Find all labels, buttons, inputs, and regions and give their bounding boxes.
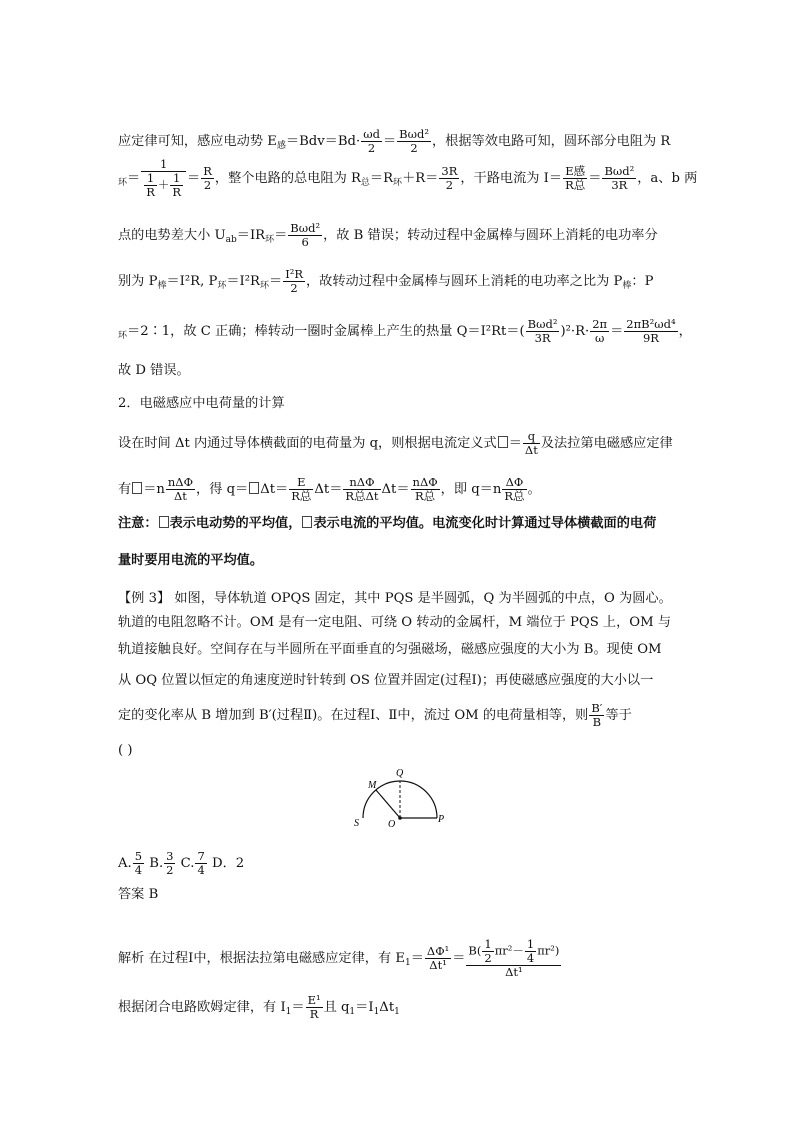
denominator: 3R [534,331,551,345]
fraction-harmonic [141,158,186,199]
numerator: q [523,430,540,444]
text: πr²－ [494,943,524,958]
frac-quarter [525,938,536,965]
fraction [195,850,206,877]
fraction-dphi-dt [166,476,195,503]
text: )²·R· [560,324,590,339]
denominator: ω [594,331,605,345]
fraction-e1-expr [466,938,561,979]
text: 从 OQ 位置以恒定的角速度逆时针转到 OS 位置并固定(过程Ⅰ)；再使磁感应强度的大小以一 [118,673,654,688]
sub: 环 [217,281,227,291]
option-a[interactable] [118,849,145,877]
line-2: $_环$＝ 1 $\frac{1}{R}$ ＋ $\frac{1}{R}$ ＝ $\frac{R}{2}$ ，整个电路的总电阻为 $R_总=R_环+R=$ $\frac{3R}{2}$ ，干路电流为 I＝ $\frac{\text{E感}}{\text{R总}}$ ＝ $\frac{\text{Bωd²}}{3R}$ ，a、b 两 [118,157,698,199]
fraction-ndphi-r [411,476,440,503]
answer [118,886,158,904]
numerator: B′ [591,701,603,715]
text: 解析 在过程Ⅰ中，根据法拉第电磁感应定律，有 E [118,951,405,966]
numerator: Bωd² [290,221,321,235]
line-6 [118,362,190,380]
sub: 环 [265,235,275,245]
sub: 环 [393,178,403,188]
option-d[interactable]: D．2 [212,856,245,871]
text: ＝I²R, P [166,274,218,289]
text: ＝IR [236,228,266,243]
text: πr²) [537,943,560,958]
denominator: 4 [197,863,205,877]
center-o [398,816,402,820]
text: ＝I [355,1000,374,1015]
fraction-ndphi-rdt [343,476,380,503]
label-o: O [388,819,396,828]
example-line-5 [118,702,632,729]
text: 及法拉第电磁感应定律 [540,436,673,451]
text: 根据闭合电路欧姆定律，有 I [118,1000,286,1015]
text: ，a、b 两 [637,171,698,186]
section-heading [118,395,285,413]
text: ，故 B 错误；转动过程中金属棒与圆环上消耗的电功率分 [323,228,658,243]
denominator: B [592,715,602,729]
line-8: 设在时间 Δt 内通过导体横截面的电荷量为 q，则根据电流定义式 ＝ $\frac{q}{\Delta t}$ 及法拉第电磁感应定律 [118,429,673,457]
numerator: 7 [197,849,205,863]
text: ＝Bdv＝Bd· [285,134,361,149]
text: 且 q [323,1000,350,1015]
fraction-e-rzong [563,165,587,192]
option-b[interactable] [149,849,176,877]
text: ：P [631,274,654,289]
text: 表示电动势的平均值， [169,516,302,531]
numerator: 1 [144,172,157,186]
example-line-1 [118,590,672,608]
numerator: I²R [285,267,303,281]
option-c[interactable] [180,849,208,877]
fraction-e-r [289,476,313,503]
label-m: M [368,780,377,791]
sub: 棒 [157,281,167,291]
fraction-i2r-2 [283,268,305,295]
semicircle-figure [350,764,450,828]
text: ＝R [369,171,394,186]
denominator: 6 [301,235,309,249]
text: ，根据等效电路可知，圆环部分电阻为 R [431,134,671,149]
example-line-4 [118,672,653,690]
text: ＋R＝ [402,171,439,186]
sub: 棒 [622,281,632,291]
fraction-2pi-w [590,318,609,345]
text: 表示电流的平均值。电流变化时计算通过导体横截面的电荷 [313,516,657,531]
numerator: 3 [166,849,174,863]
numerator: 1 [526,937,535,951]
text: ＝I²R [226,274,260,289]
fraction [164,850,175,877]
fraction-bwd2-2 [397,128,431,155]
numerator: 5 [134,849,143,863]
sub: 1 [285,1007,292,1017]
denominator: R总 [291,489,312,503]
fraction-r-2 [201,165,214,192]
text: 设在时间 Δt 内通过导体横截面的电荷量为 q，则根据电流定义式 [118,436,497,451]
denominator: R [309,1007,319,1021]
denominator: 3R [611,178,628,192]
sub: ab [225,235,237,245]
line-4: 别为 $P_棒=I^2R$, $P_环=I^2R_环=$ $\frac{\text{I²R}}{2}$ ，故转动过程中金属棒与圆环上消耗的电功率之比为 $P_棒$：P [118,267,654,295]
analysis-line-2 [118,994,400,1021]
frac-b [170,172,183,199]
note [118,515,656,533]
answer-bracket [118,742,132,760]
text: Δt＝ [314,482,343,497]
text: ，得 q＝ [196,482,249,497]
numerator: ΔΦ [502,476,526,490]
denominator: 4 [134,863,143,877]
fraction-bprime-b [589,702,604,729]
sub: 感 [276,141,286,151]
fraction-wd-2 [361,128,382,155]
options [118,850,244,877]
text: ＝2∶1，故 C 正确；棒转动一圈时金属棒上产生的热量 Q＝I²Rt＝( [127,324,525,339]
text: 点的电势差大小 U [118,228,226,243]
sub: 环 [118,331,128,341]
text: 故 D 错误。 [118,363,190,378]
numerator: 3R [441,164,458,178]
text: ＝ [291,1000,305,1015]
example-line-3 [118,641,662,659]
rod-om [376,790,400,818]
label-p: P [438,814,445,825]
text: ，故转动过程中金属棒与圆环上消耗的电功率之比为 P [306,274,623,289]
label-q: Q [396,768,404,779]
denominator: R总 [565,178,586,192]
fraction-3r-2 [439,165,459,192]
text: 2．电磁感应中电荷量的计算 [118,396,285,411]
numerator: nΔΦ [412,475,438,489]
denominator: 2 [484,951,492,965]
placeholder-glyph [132,482,142,494]
denominator: 2 [367,141,376,155]
line-5: $_环$＝2∶1，故 C 正确；棒转动一圈时金属棒上产生的热量 Q＝I²Rt＝( $\frac{\text{Bωd²}}{3R}$ )²·R· $\frac{2\pi}{\omega}$ ＝ $\frac{\text{2πB²ωd⁴}}{9R}$ ， [118,317,692,345]
fraction [133,850,144,877]
placeholder-glyph [249,482,259,494]
text: 等于 [605,708,632,723]
frac-half [482,938,493,965]
text: 别为 P [118,274,158,289]
numerator: 1 [170,172,183,186]
fraction-e1-r [306,994,323,1021]
denominator: R总 [504,489,525,503]
sub: 环 [259,281,269,291]
numerator: nΔΦ [167,475,194,489]
numerator: ΔΦ¹ [426,944,450,958]
sub: 1 [349,1007,356,1017]
fraction-q-dt [523,430,540,457]
denominator: 2 [290,281,298,295]
denominator: R总Δt [345,489,379,503]
sub: 1 [373,1007,380,1017]
text: 轨道的电阻忽略不计。OM 是有一定电阻、可绕 O 转动的金属杆，M 端位于 PQS 上，OM 与 [118,615,672,630]
denominator: $\frac{1}{R}$ ＋ $\frac{1}{R}$ [146,171,182,199]
sub: 1 [394,1007,400,1017]
denominator: Δt [173,489,187,503]
numerator: E¹ [307,993,321,1007]
denominator: 9R [642,331,659,345]
text: 。 [527,482,541,497]
denominator: Δt¹ [505,965,523,979]
denominator: 4 [526,951,535,965]
numerator: E [289,476,313,490]
placeholder-glyph [498,436,508,448]
line-9: 有 ＝n $\frac{\text{nΔΦ}}{\Delta t}$ ，得 q＝ Δt＝ $\frac{E}{\text{R总}}$ Δt＝ $\frac{\text{nΔΦ}}{\text{R总Δt}}$ Δt＝ $\frac{\text{nΔΦ}}{\text{R总}}$ ，即 q＝n $\frac{\Delta\Phi}{\text{R总}}$ 。 [118,475,541,503]
sub: 环 [118,178,128,188]
label-s: S [354,818,359,828]
text: 答案 B [118,887,159,902]
denominator: 2 [410,141,418,155]
numerator: R [203,164,212,178]
numerator: E感 [563,165,587,179]
sub: 总 [360,178,370,188]
fraction-dphi1-dt1 [425,945,451,972]
text: 注意： [118,516,158,531]
fraction-dphi-r [502,476,526,503]
denominator: 2 [203,178,212,192]
denominator: R [172,185,182,199]
denominator: 2 [445,178,454,192]
placeholder-glyph [302,516,312,528]
text: 有 [118,482,132,497]
label: B. [149,856,164,871]
numerator: nΔΦ [343,476,380,490]
text: Δt [379,1000,395,1015]
text: B( [468,943,482,958]
fraction-bwd2-3r-b [526,318,560,345]
fraction-bwd2-3r [602,165,636,192]
text: 应定律可知，感应电动势 E [118,134,277,149]
text: 定的变化率从 B 增加到 B′(过程Ⅱ)。在过程Ⅰ、Ⅱ中，流过 OM 的电荷量相等，则 [118,708,589,723]
denominator: R总 [415,489,436,503]
text: ，即 q＝n [440,482,502,497]
example-line-2 [118,614,671,632]
text: ( ) [118,743,133,758]
numerator: 1 [484,937,492,951]
numerator: Bωd² [604,164,635,178]
placeholder-glyph [159,516,169,528]
numerator: 1 [141,158,186,172]
fraction-heat [624,318,677,345]
denominator: R [146,185,155,199]
text: 量时要用电流的平均值。 [118,553,264,568]
fraction-bwd2-6 [288,222,322,249]
numerator [466,938,561,966]
numerator: 2π [592,317,608,331]
text: ，干路电流为 I＝ [460,171,563,186]
numerator: Bωd² [399,127,429,141]
line-3: 点的电势差大小 $U_{ab}=IR_环=$ $\frac{\text{Bωd²}}{6}$ ，故 B 错误；转动过程中金属棒与圆环上消耗的电功率分 [118,221,658,249]
analysis-line-1: 解析 在过程Ⅰ中，根据法拉第电磁感应定律，有 $E_1=$ $\frac{\text{ΔΦ¹}}{\text{Δt¹}}$ ＝ B( $\frac{1}{2}$ πr²－ $\frac{1}{4}$ πr²) Δt¹ [118,937,560,979]
numerator: ωd [363,127,380,141]
note-cont [118,552,263,570]
label: C. [180,856,195,871]
label: A. [118,856,132,871]
text: ，整个电路的总电阻为 R [214,171,361,186]
text: ＝ [410,951,424,966]
line-1: 应定律可知，感应电动势 $E_感=Bdv=Bd\cdot$ $\frac{\omega d}{2}$ ＝ $\frac{\text{Bωd²}}{2}$ ，根据等效电路可知，圆环部分电阻为 R [118,127,671,155]
numerator: 2πB²ωd⁴ [626,317,676,331]
frac-a [144,172,157,199]
text: 轨道接触良好。空间存在与半圆所在平面垂直的匀强磁场，磁感应强度的大小为 B。现使 OM [118,642,662,657]
sub: 1 [404,958,411,968]
denominator: Δt [524,443,538,457]
denominator: Δt¹ [429,958,447,972]
text: 【例 3】 如图，导体轨道 OPQS 固定，其中 PQS 是半圆弧，Q 为半圆弧的中点，O 为圆心。 [118,591,672,606]
numerator: Bωd² [527,317,558,331]
denominator: 2 [166,863,174,877]
